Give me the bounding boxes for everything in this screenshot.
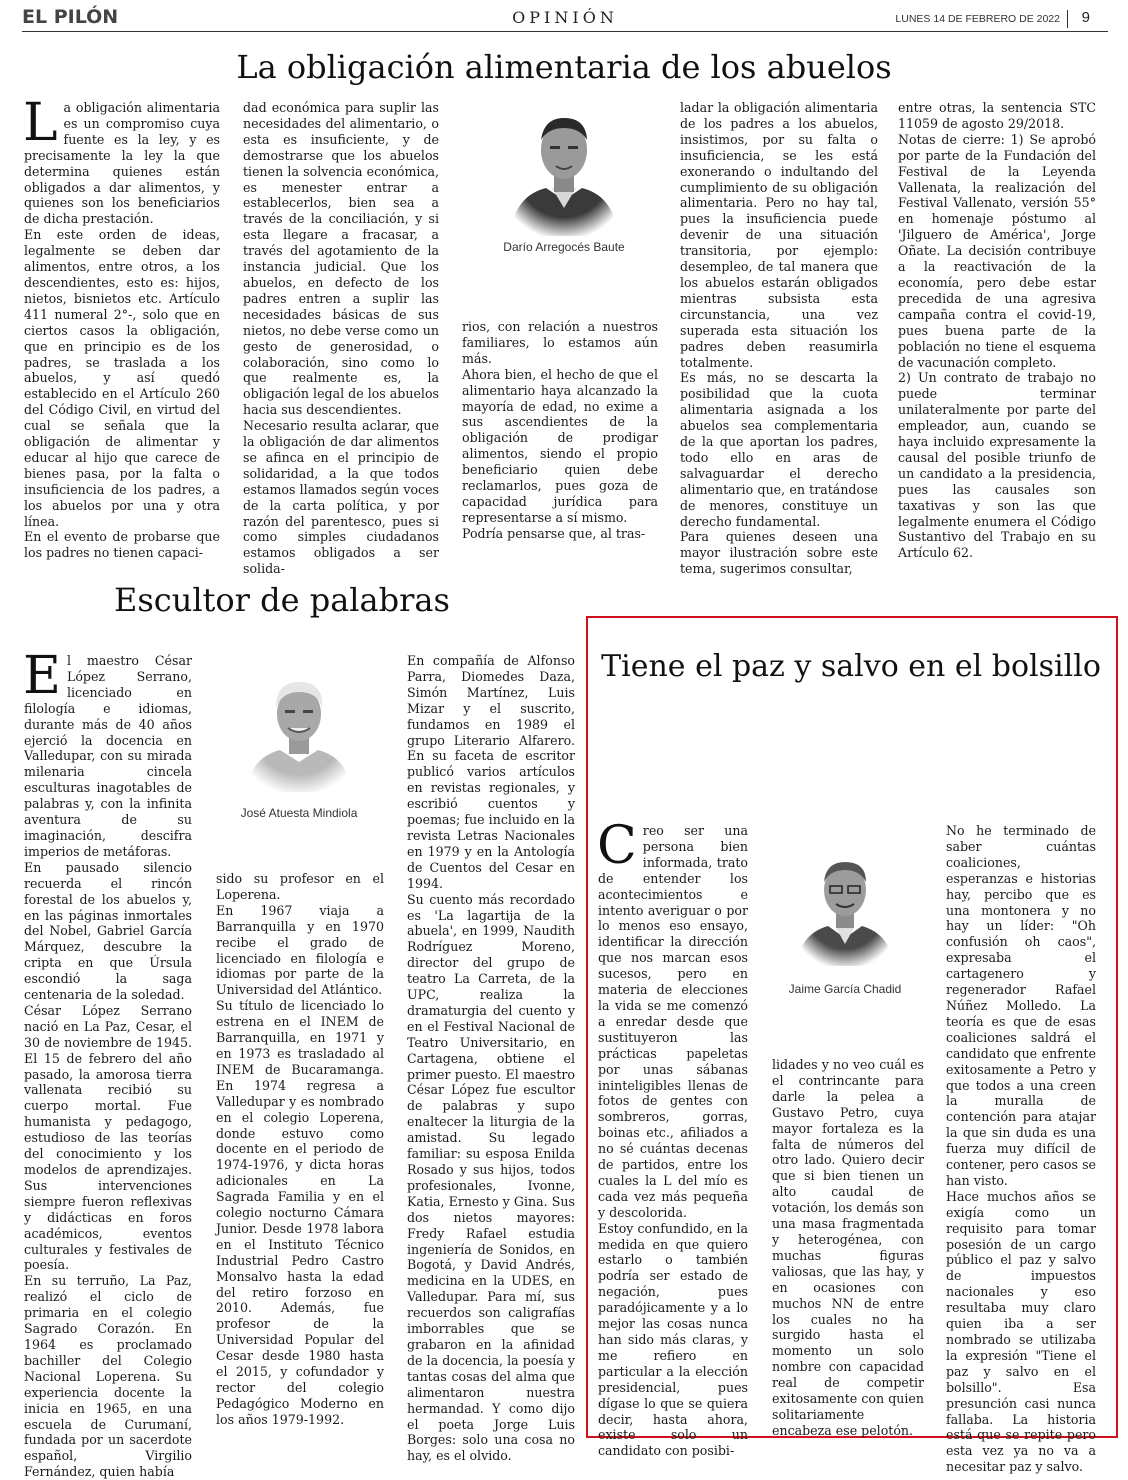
article2-paragraph: En 1967 viaja a Barranquilla y en 1970 recibe el grado de licenciado en filología e idiomas por parte de la Universidad del Atlántico. — [216, 902, 384, 998]
article3-column-3 — [946, 823, 1096, 1475]
article1-paragraph: Es más, no se descarta la posibilidad que la cuota alimentaria asignada a los abuelos sea complementaria de la que aportan los padres, todo ello en aras de salvaguardar el derecho alimentario que, en tratándose de menores, constituye un derecho fundamental. — [680, 370, 878, 529]
article1-paragraph: Para quienes deseen una mayor ilustración sobre este tema, sugerimos consultar, — [680, 529, 878, 577]
article1-column-2 — [243, 100, 439, 577]
article1-column-5 — [898, 100, 1096, 561]
article2-paragraph: sido su profesor en el Loperena. — [216, 871, 384, 902]
article1-column-4 — [680, 100, 878, 577]
article3-paragraph: lidades y no veo cuál es el contrincante para darle la pelea a Gustavo Petro, cuya mayor fortaleza es la falta de números del otro lado. Quiero decir que si bien tienen un alto caudal de votación, los demás son una masa fragmentada y heterogénea, con muchas figuras valiosas, que las hay, y en ocasiones con muchos NN de entre los cuales no ha surgido hasta el momento un solo nombre con capacidad real de competir exitosamente con quien solitariamente encabeza ese pelotón. — [772, 1057, 924, 1438]
article1-paragraph: Podría pensarse que, al tras- — [462, 525, 646, 541]
page-separator — [1067, 10, 1068, 28]
article1-paragraph: La obligación alimentaria es un compromiso cuya fuente es la ley, y es precisamente la ley la que determina quienes están obligados a dar alimentos, y quienes son los beneficiarios de dicha prestación. — [23, 93, 220, 227]
author-portrait-icon — [238, 664, 360, 792]
article1-paragraph: entre otras, la sentencia STC 11059 de agosto 29/2018. — [898, 100, 1096, 131]
article3-paragraph: Creo ser una persona bien informada, trato de entender los acontecimientos e intento averiguar o por lo menos eso ensayo, identificar la dirección que nos marcan esos sucesos, pero en materia de elecciones la vida se me comenzó a enredar desde que sustituyeron las prácticas papeletas por unas sábanas ininteligibles llenas de fotos de gentes con sombreros, gorras, boinas etc., afiliados a no sé cuántas decenas de partidos, entre los cuales la L del mío es cada vez más pequeña y descolorida. — [597, 816, 748, 1220]
issue-date: LUNES 14 DE FEBRERO DE 2022 — [895, 13, 1060, 25]
article1-paragraph: En el evento de probarse que los padres no tienen capaci- — [24, 529, 220, 561]
article1-column-3 — [462, 319, 658, 542]
article2-paragraph: El maestro César López Serrano, licenciado en filología e idiomas, durante más de 40 años ejerció la docencia en Valledupar, con su mirada milenaria cincela esculturas inagotables de palabras y, con la infinita aventura de su imaginación, descifra imperios de metáforas. — [23, 646, 192, 859]
author-photo-jose-atuesta — [238, 664, 360, 792]
article1-author: Darío Arregocés Baute — [503, 240, 625, 254]
author-portrait-icon — [790, 840, 900, 966]
article1-drop-cap: L — [23, 93, 58, 153]
article3-paragraph: Hace muchos años se exigía como un requisito para tomar posesión de un cargo público el paz y salvo de impuestos nacionales y eso resultaba muy claro quien iba a ser nombrado se utilizaba la expresión "Tiene el paz y salvo en el bolsillo". Esa presunción casi nunca fallaba. La historia está que se repite pero esta vez ya no va a necesitar paz y salvo. — [946, 1188, 1096, 1475]
article2-paragraph: Su título de licenciado lo estrena en el INEM de Barranquilla, en 1971 y en 1973 es trasladado al INEM de Bucaramanga. En 1974 regresa a Valledupar y es nombrado en el colegio Loperena, donde estuvo como docente en el periodo de 1974-1976, y dicta horas adicionales en La Sagrada Familia y en el colegio nocturno Cámara Junior. Desde 1978 labora en el Instituto Técnico Industrial Pedro Castro Monsalvo hasta la edad del retiro forzoso en 2010. Además, fue profesor de la Universidad Popular del Cesar desde 1980 hasta el 2015, y cofundador y rector del colegio Pedagógico Moderno en los años 1979-1992. — [216, 998, 384, 1427]
article3-paragraph: No he terminado de saber cuántas coaliciones, esperanzas e historias hay, percibo que es una montonera y no hay un líder: "Oh confusión oh caos", expresaba el cartagenero y regenerador Rafael Núñez Molledo. La teoría es que de esas coaliciones saldrá el candidato que enfrente exitosamente a Petro y que todos a una creen la muralla de contención para atajar la que sin duda es una fuerza muy difícil de contener, pero casos se han visto. — [946, 823, 1096, 1188]
article1-paragraph: Necesario resulta aclarar, que la obligación de dar alimentos se afinca en el principio de solidaridad, a la que todos estamos llamados según voces de la carta política, y por razón del parentesco, pues si como simples ciudadanos estamos obligados a ser solida- — [243, 418, 439, 577]
article1-paragraph: rios, con relación a nuestros familiares, lo estamos aún más. — [462, 319, 658, 366]
article1-column-1 — [23, 93, 220, 561]
article3-column-2 — [772, 1057, 924, 1439]
author-photo-dario-arregoces — [500, 96, 628, 236]
article2-paragraph: En su terruño, La Paz, realizó el ciclo de primaria en el colegio Sagrado Corazón. En 1964 es proclamado bachiller del Colegio Nacional Loperena. Su experiencia docente la inicia en 1965, en una escuela de Curumaní, fundada por un sacerdote español, Virgilio Fernández, quien había — [24, 1273, 192, 1480]
newspaper-logo: EL PILÓN — [22, 6, 119, 28]
article2-drop-cap: E — [23, 646, 61, 706]
masthead — [22, 8, 1108, 32]
article1-paragraph: En este orden de ideas, legalmente se deben dar alimentos, entre otros, a los descendientes, esto es: hijos, nietos, bisnietos etc. Artículo 411 numeral 2°-, solo que en ciertos casos la obligación, que en principio es de los padres, se traslada a los abuelos, y así quedó establecido en el Artículo 260 del Código Civil, en virtud del cual se señala que la obligación de alimentar y educar al hijo que carece de bienes pasa, por la falta o insuficiencia de los padres, a los abuelos por una y otra línea. — [24, 227, 220, 529]
article3-column-1 — [597, 816, 748, 1459]
article3-title: Tiene el paz y salvo en el bolsillo — [601, 649, 1101, 684]
article2-column-1 — [23, 646, 192, 1480]
article1-paragraph: 2) Un contrato de trabajo no puede terminar unilateralmente por parte del empleador, aun, cuando se haya incluido expresamente la causal del posible triunfo de un candidato a la presidencia, pues las causales son taxativas y son las que legalmente enumera el Código Sustantivo del Trabajo en su Artículo 62. — [898, 370, 1096, 561]
article2-paragraph: Su cuento más recordado es 'La lagartija de la abuela', en 1999, Naudith Rodríguez Moreno, director del grupo de teatro La Carreta, de la UPC, realiza la dramaturgia del cuento y en el Festival Nacional de Teatro Universitario, en Cartagena, obtiene el primer puesto. El maestro César López fue escultor de palabras y supo enaltecer la liturgia de la amistad. Su legado familiar: su esposa Enilda Rosado y sus hijos, todos profesionales, Ivonne, Katia, Ernesto y Gina. Sus dos nietos mayores: Fredy Rafael estudia ingeniería de Sonidos, en Bogotá, y David Andrés, medicina en la UDES, en Valledupar. Para mí, sus recuerdos son caligrafías imborrables que se grabaron en la afinidad de la docencia, la poesía y tantas cosas del alma que alimentaron nuestra hermandad. Y como dijo el poeta Jorge Luis Borges: solo una cosa no hay, es el olvido. — [407, 891, 575, 1464]
article2-author: José Atuesta Mindiola — [240, 806, 358, 820]
article3-paragraph: Estoy confundido, en la medida en que quiero estarlo o también podría ser estado de negación, pues paradójicamente y a lo mejor las cosas nunca han sido más claras, y me refiero en particular a la elección presidencial, pues dígase lo que se quiera decir, hasta ahora, existe solo un candidato con posibi- — [598, 1220, 748, 1459]
page-number: 9 — [1081, 9, 1090, 26]
article2-paragraph: César López Serrano nació en La Paz, Cesar, el 30 de noviembre de 1945. El 15 de febrero del año pasado, la amorosa tierra vallenata recibió su cuerpo mortal. Fue humanista y pedagogo, estudioso de las teorías del conocimiento y los modelos de aprendizajes. Sus intervenciones siempre fueron reflexivas y didácticas en foros académicos, eventos culturales y festivales de poesía. — [24, 1002, 192, 1273]
article1-paragraph: Ahora bien, el hecho de que el alimentario haya alcanzado la mayoría de edad, no exime a sus ascendientes de la obligación de prodigar alimentos, siendo el propio beneficiario quien debe reclamarlos, pues goza de capacidad jurídica para representarse a sí mismo. — [462, 366, 658, 525]
article3-author: Jaime García Chadid — [788, 982, 902, 996]
article1-paragraph: ladar la obligación alimentaria de los padres a los abuelos, insistimos, por su falta o insuficiencia, se les está exonerando o indultando del cumplimiento de su obligación alimentaria. Pero no hay tal, pues la insuficiencia puede devenir de una situación transitoria, por ejemplo: desempleo, de tal manera que los abuelos estarán obligados mientras subsista esta circunstancia, una vez superada esta situación los padres deben reasumirla totalmente. — [680, 100, 878, 370]
article2-column-3 — [407, 653, 575, 1464]
section-title: OPINIÓN — [512, 8, 618, 27]
author-portrait-icon — [500, 96, 628, 236]
article2-title: Escultor de palabras — [114, 581, 450, 619]
article3-drop-cap: C — [597, 816, 637, 876]
article1-title: La obligación alimentaria de los abuelos — [236, 48, 892, 86]
article2-column-2 — [216, 871, 384, 1428]
article2-paragraph: En compañía de Alfonso Parra, Diomedes Daza, Simón Martínez, Luis Mizar y el suscrito, fundamos en 1989 el grupo Literario Alfarero. En su faceta de escritor publicó varios artículos en revistas regionales, y escribió cuentos y poemas; fue incluido en la revista Letras Nacionales en 1979 y en la Antología de Cuentos del Cesar en 1994. — [407, 653, 575, 891]
article1-paragraph: dad económica para suplir las necesidades del alimentario, o esta es insuficiente, y de demostrarse que los abuelos tienen la solvencia económica, es menester entrar a establecerlos, bien sea a través de la conciliación, y si esta llegare a fracasar, a través del agotamiento de la instancia judicial. Que los abuelos, en defecto de los padres entren a suplir las necesidades básicas de sus nietos, no debe verse como un gesto de generosidad, o colaboración, sino como lo que realmente es, la obligación legal de los abuelos hacia sus descendientes. — [243, 100, 439, 418]
author-photo-jaime-garcia — [790, 840, 900, 966]
article1-paragraph: Notas de cierre: 1) Se aprobó por parte de la Fundación del Festival de la Leyenda Vallenata, la realización del Festival Vallenato, versión 55° en homenaje póstumo al 'Jilguero de América', Jorge Oñate. La decisión contribuye a la reactivación de la economía, pero debe estar precedida de una agresiva campaña contra el covid-19, pues buena parte de la población no tiene el esquema de vacunación completo. — [898, 131, 1096, 370]
article2-paragraph: En pausado silencio recuerda el rincón forestal de los abuelos y, en las páginas inmortales del Nobel, Gabriel García Márquez, descubre la cripta en que Úrsula escondió la saga centenaria de la soledad. — [24, 859, 192, 1003]
